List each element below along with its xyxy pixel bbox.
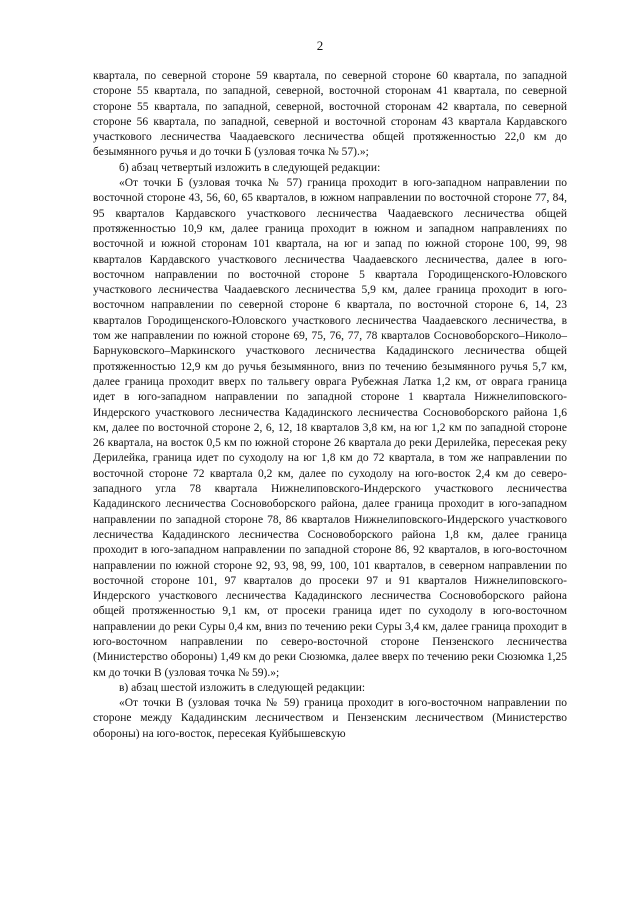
paragraph-amendment-b: б) абзац четвертый изложить в следующей редакции: <box>119 161 381 174</box>
paragraph-point-b-text: «От точки Б (узловая точка № 57) граница проходит в юго-западном направлении по восточной стороне 43, 56, 60, 65 кварталов, в южном направлении по восточной стороне 77, 84, 95 кварталов Кардавского участкового лесничества Чаадаевского лесничества общей протяженностью 10,9 км, далее граница проходит в южном и западном направлениях по восточной и южной сторонам 101 квартала, на юг и запад по южной стороне 100, 99, 98 кварталов Кардавского участкового лесничества Чаадаевского лесничества, далее в юго-восточном направлении по восточной стороне 5 квартала Городищенского-Юловского участкового лесничества Чаадаевского лесничества 5,9 км, далее граница проходит в юго-восточном направлении по северной стороне 6 квартала, по восточной стороне 6, 14, 23 кварталов Городищенского-Юловского участкового лесничества Чаадаевского лесничества, в том же направлении по южной стороне 69, 75, 76, 77, 78 кварталов Сосновоборского–Николо–Барнуковского–Маркинского участкового лесничества Кададинского лесничества общей протяженностью 12,9 км до ручья безымянного, вниз по течению безымянного ручья 5,7 км, далее граница проходит вверх по тальвегу оврага Рубежная Латка 1,2 км, от оврага граница идет в юго-западном направлении по западной стороне 1 квартала Нижнелиповского-Индерского участкового лесничества Кададинского лесничества Сосновоборского района 1,6 км, далее по восточной стороне 2, 6, 12, 18 кварталов 3,8 км, на юг 1,2 км по западной стороне 26 квартала, на восток 0,5 км по южной стороне 26 квартала до реки Дерилейка, пересекая реку Дерилейка, граница идет по суходолу на юг 1,8 км до 72 квартала, в том же направлении по восточной стороне 72 квартала 0,2 км, далее по суходолу на юго-восток 2,4 км до северо-западного угла 78 квартала Нижнелиповского-Индерского участкового лесничества Кададинского лесничества Сосновоборского района, далее граница проходит в юго-западном направлении по западной стороне 78, 86 кварталов Нижнелиповского-Индерского участкового лесничества Кададинского лесничества Сосновоборского района 1,8 км, далее граница проходит в юго-западном направлении по западной стороне 86, 92 кварталов, в юго-восточном направлении по южной стороне 92, 93, 98, 99, 100, 101 кварталов, в северном направлении по восточной стороне 101, 97 кварталов до просеки 97 и 91 кварталов Нижнелиповского-Индерского участкового лесничества Кададинского лесничества Сосновоборского района общей протяженностью 9,1 км, от просеки граница идет по суходолу в юго-восточном направлении до реки Суры 0,4 км, вниз по течению реки Суры 3,4 км, далее граница проходит в юго-восточном направлении по северо-восточной стороне Пензенского лесничества (Министерство обороны) 1,49 км до реки Сюзюмка, далее вверх по течению реки Сюзюмка 1,25 км до точки В (узловая точка № 59).»; <box>93 177 567 679</box>
paragraph-point-v-text: «От точки В (узловая точка № 59) граница проходит в юго-восточном направлении по стороне между Кададинским лесничеством и Пензенским лесничеством (Министерство обороны) на юго-восток, пересекая Куйбышевскую <box>93 697 567 740</box>
document-body <box>93 69 567 742</box>
page-number: 2 <box>316 38 324 53</box>
paragraph-continuation: квартала, по северной стороне 59 квартала, по северной стороне 60 квартала, по западной стороне 55 квартала, по западной, северной, восточной сторонам 41 квартала, по северной стороне 55 квартала, по западной, северной, восточной сторонам 42 квартала, по северной стороне 56 квартала, по западной, северной и восточной сторонам 43 квартала Кардавского участкового лесничества Чаадаевского лесничества общей протяженностью 22,0 км до безымянного ручья и до точки Б (узловая точка № 57).»; <box>93 70 567 159</box>
paragraph-amendment-v: в) абзац шестой изложить в следующей редакции: <box>119 681 366 694</box>
